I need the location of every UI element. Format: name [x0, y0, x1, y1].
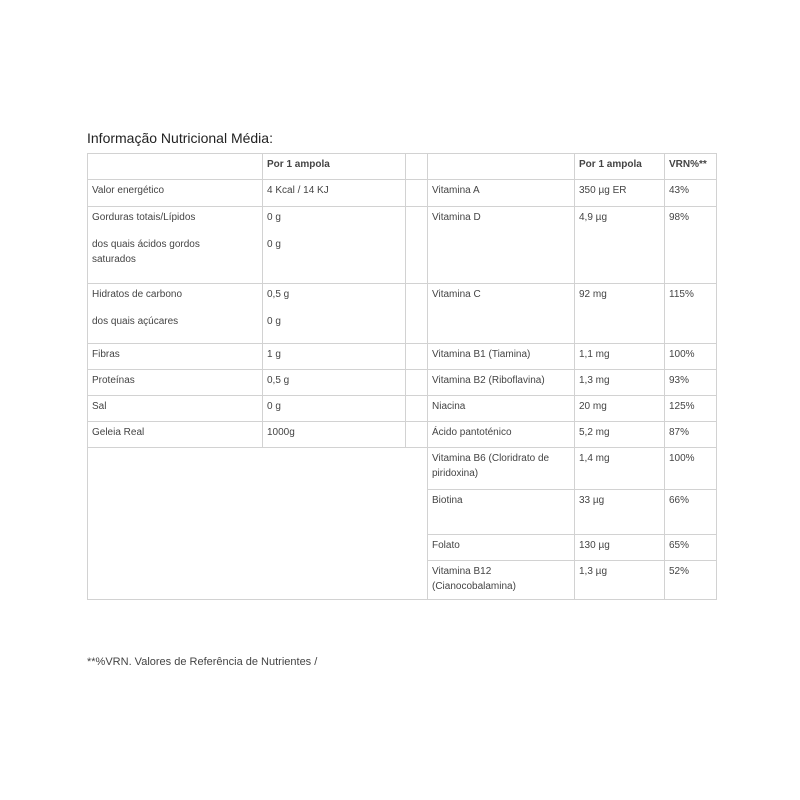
vitamin-label: Vitamina D: [428, 207, 575, 284]
table-header-row: [88, 154, 717, 180]
row-sub-value: 0 g: [267, 316, 281, 327]
vitamin-label: Biotina: [428, 490, 575, 535]
nutrition-table: [87, 153, 717, 600]
table-row: [88, 422, 717, 448]
vitamin-value: 4,9 µg: [575, 207, 665, 284]
row-label: Valor energético: [88, 180, 263, 207]
vitamin-vrn: 98%: [665, 207, 717, 284]
row-label-with-sub: [88, 284, 263, 344]
row-value: 0,5 g: [267, 289, 290, 300]
footnote: **%VRN. Valores de Referência de Nutrientes /: [87, 656, 318, 668]
vitamin-value: 33 µg: [575, 490, 665, 535]
vitamin-value: 350 µg ER: [575, 180, 665, 207]
row-label: Proteínas: [88, 370, 263, 396]
vitamin-value: 1,3 mg: [575, 370, 665, 396]
row-sub-label: dos quais ácidos gordos saturados: [92, 239, 200, 265]
spacer-cell: [406, 344, 428, 370]
row-sub-label: dos quais açúcares: [92, 316, 179, 327]
table-row: [88, 284, 717, 344]
gap: [267, 225, 401, 237]
vitamin-label: Ácido pantoténico: [428, 422, 575, 448]
row-label: Sal: [88, 396, 263, 422]
vitamin-label: Vitamina C: [428, 284, 575, 344]
vitamin-vrn: 43%: [665, 180, 717, 207]
vitamin-vrn: 65%: [665, 535, 717, 561]
row-label: Geleia Real: [88, 422, 263, 448]
row-value: 4 Kcal / 14 KJ: [263, 180, 406, 207]
vitamin-label: Vitamina B1 (Tiamina): [428, 344, 575, 370]
gap: [92, 225, 258, 237]
row-sub-value: 0 g: [267, 239, 281, 250]
header-empty-cell-right: [428, 154, 575, 180]
empty-merged-cell: [88, 448, 428, 600]
vitamin-vrn: 66%: [665, 490, 717, 535]
vitamin-value: 130 µg: [575, 535, 665, 561]
spacer-cell: [406, 180, 428, 207]
row-label: Hidratos de carbono: [92, 289, 183, 300]
gap: [267, 302, 401, 314]
vitamin-label: Folato: [428, 535, 575, 561]
row-label: Fibras: [88, 344, 263, 370]
vitamin-label: Niacina: [428, 396, 575, 422]
spacer-cell: [406, 207, 428, 284]
vitamin-vrn: 87%: [665, 422, 717, 448]
row-value: 0 g: [267, 212, 281, 223]
row-value: 0 g: [263, 396, 406, 422]
vitamin-label: Vitamina B12 (Cianocobalamina): [428, 561, 575, 600]
table-row: [88, 448, 717, 490]
page-title: Informação Nutricional Média:: [87, 130, 273, 146]
vitamin-vrn: 52%: [665, 561, 717, 600]
vitamin-label: Vitamina B2 (Riboflavina): [428, 370, 575, 396]
table-row: [88, 370, 717, 396]
vitamin-vrn: 100%: [665, 448, 717, 490]
vitamin-vrn: 125%: [665, 396, 717, 422]
gap: [92, 302, 258, 314]
row-value: 0,5 g: [263, 370, 406, 396]
vitamin-value: 1,3 µg: [575, 561, 665, 600]
spacer-cell: [406, 396, 428, 422]
table-row: [88, 344, 717, 370]
vitamin-value: 5,2 mg: [575, 422, 665, 448]
header-empty-cell: [88, 154, 263, 180]
row-label: Gorduras totais/Lípidos: [92, 212, 196, 223]
header-vrn: VRN%**: [665, 154, 717, 180]
vitamin-label: Vitamina A: [428, 180, 575, 207]
row-label-with-sub: [88, 207, 263, 284]
vitamin-value: 1,1 mg: [575, 344, 665, 370]
table-row: [88, 180, 717, 207]
row-value: 1000g: [263, 422, 406, 448]
vitamin-vrn: 115%: [665, 284, 717, 344]
vitamin-value: 92 mg: [575, 284, 665, 344]
vitamin-value: 20 mg: [575, 396, 665, 422]
header-per-ampoule-left: Por 1 ampola: [263, 154, 406, 180]
header-per-ampoule-right: Por 1 ampola: [575, 154, 665, 180]
table-row: [88, 207, 717, 284]
spacer-cell: [406, 154, 428, 180]
row-value: 1 g: [263, 344, 406, 370]
vitamin-vrn: 100%: [665, 344, 717, 370]
vitamin-value: 1,4 mg: [575, 448, 665, 490]
vitamin-vrn: 93%: [665, 370, 717, 396]
vitamin-label: Vitamina B6 (Cloridrato de piridoxina): [428, 448, 575, 490]
spacer-cell: [406, 422, 428, 448]
row-value-with-sub: [263, 207, 406, 284]
spacer-cell: [406, 284, 428, 344]
table-row: [88, 396, 717, 422]
spacer-cell: [406, 370, 428, 396]
row-value-with-sub: [263, 284, 406, 344]
